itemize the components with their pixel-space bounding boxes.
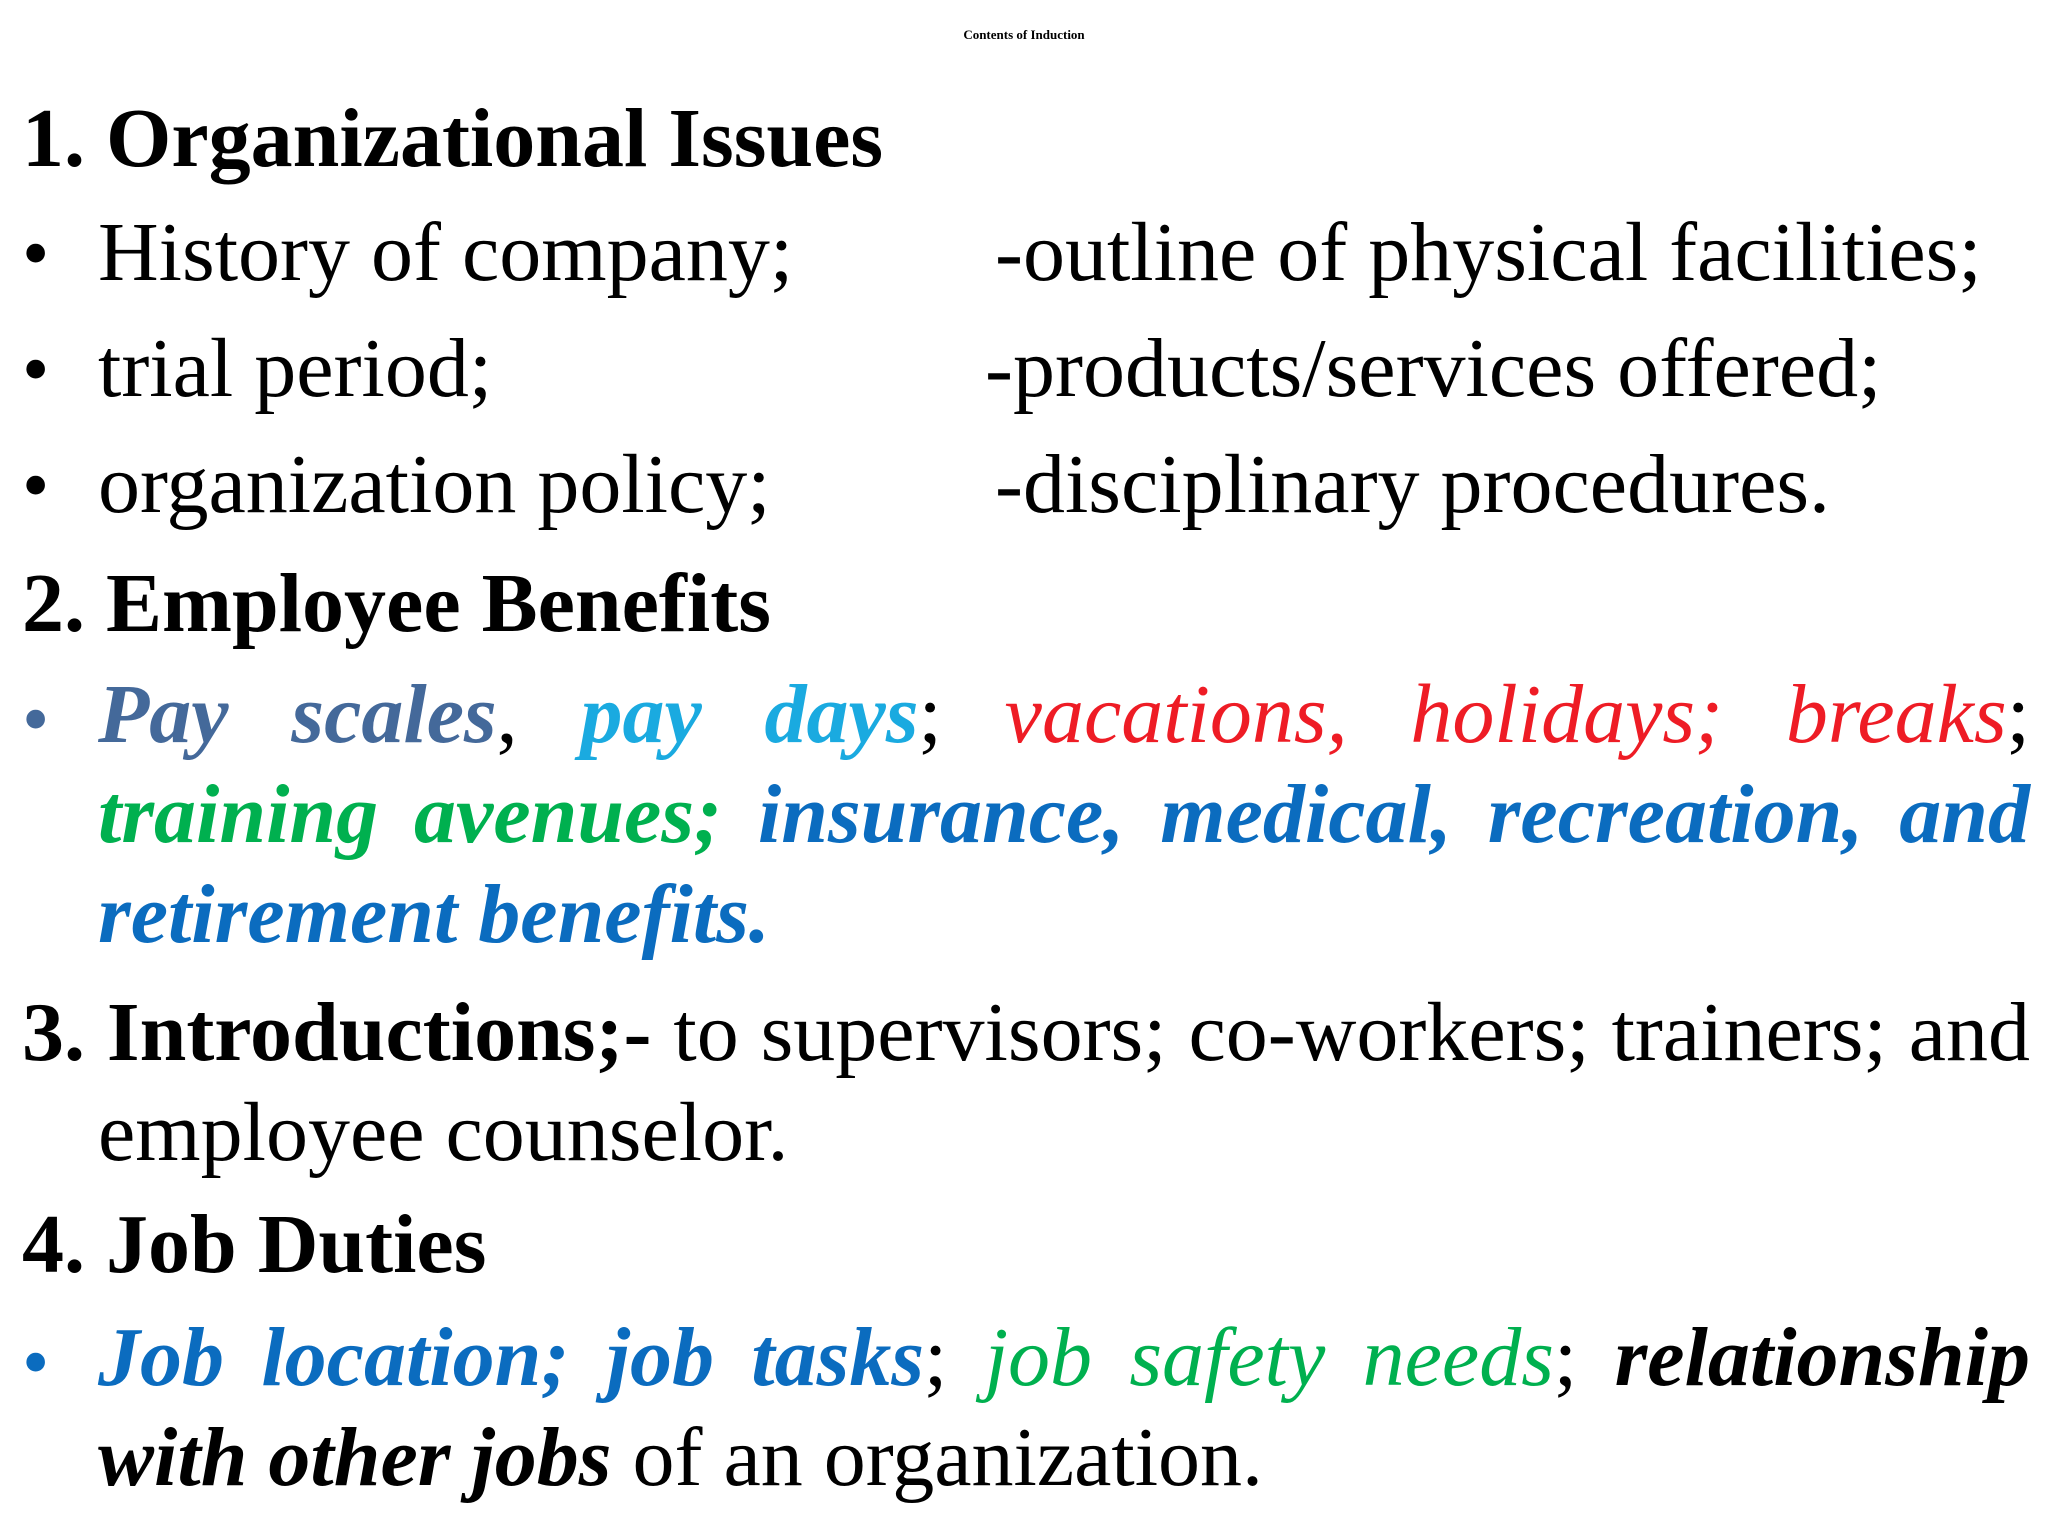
section-1-heading: 1. Organizational Issues [22,92,884,185]
section-4-heading: 4. Job Duties [22,1198,487,1291]
duty-safety: job safety needs [984,1311,1554,1404]
bullet-icon: • [22,675,50,762]
job-duties-paragraph [98,1308,2030,1508]
bullet-icon: • [22,325,50,412]
duty-location-tasks: Job location; job tasks [98,1311,925,1404]
issue-disciplinary: -disciplinary procedures. [995,438,1831,531]
benefit-pay-days: pay days [580,668,919,761]
benefit-vacations: vacations, holidays; breaks [1004,668,2007,761]
benefit-pay-scales: Pay scales [98,668,497,761]
issue-history: History of company; [98,206,794,299]
issue-trial-period: trial period; [98,322,493,415]
separator: ; [2006,668,2030,761]
issue-policy: organization policy; [98,438,771,531]
issue-facilities: -outline of physical facilities; [995,206,1982,299]
introductions-paragraph [22,983,2030,1183]
bullet-icon: • [22,1318,50,1405]
section-2-heading: 2. Employee Benefits [22,557,771,650]
separator: ; [924,1311,985,1404]
benefits-paragraph [98,665,2030,965]
duty-relationship: relationship with other jobs [98,1311,2031,1504]
separator: , [496,668,581,761]
section-3-heading: 3. Introductions;- [22,986,652,1079]
separator: ; [1553,1311,1615,1404]
introductions-text: to supervisors; co-workers; trainers; and employee counselor. [98,986,2030,1179]
separator: ; [918,668,1005,761]
benefit-training: training avenues; [98,768,722,861]
bullet-icon: • [22,209,50,296]
issue-products: -products/services offered; [985,322,1882,415]
duty-tail: of an organization. [611,1411,1264,1504]
benefit-insurance: insurance, medical, recreation, and retirement benefits. [98,768,2030,961]
slide-title: Contents of Induction [963,27,1085,42]
bullet-icon: • [22,441,50,528]
